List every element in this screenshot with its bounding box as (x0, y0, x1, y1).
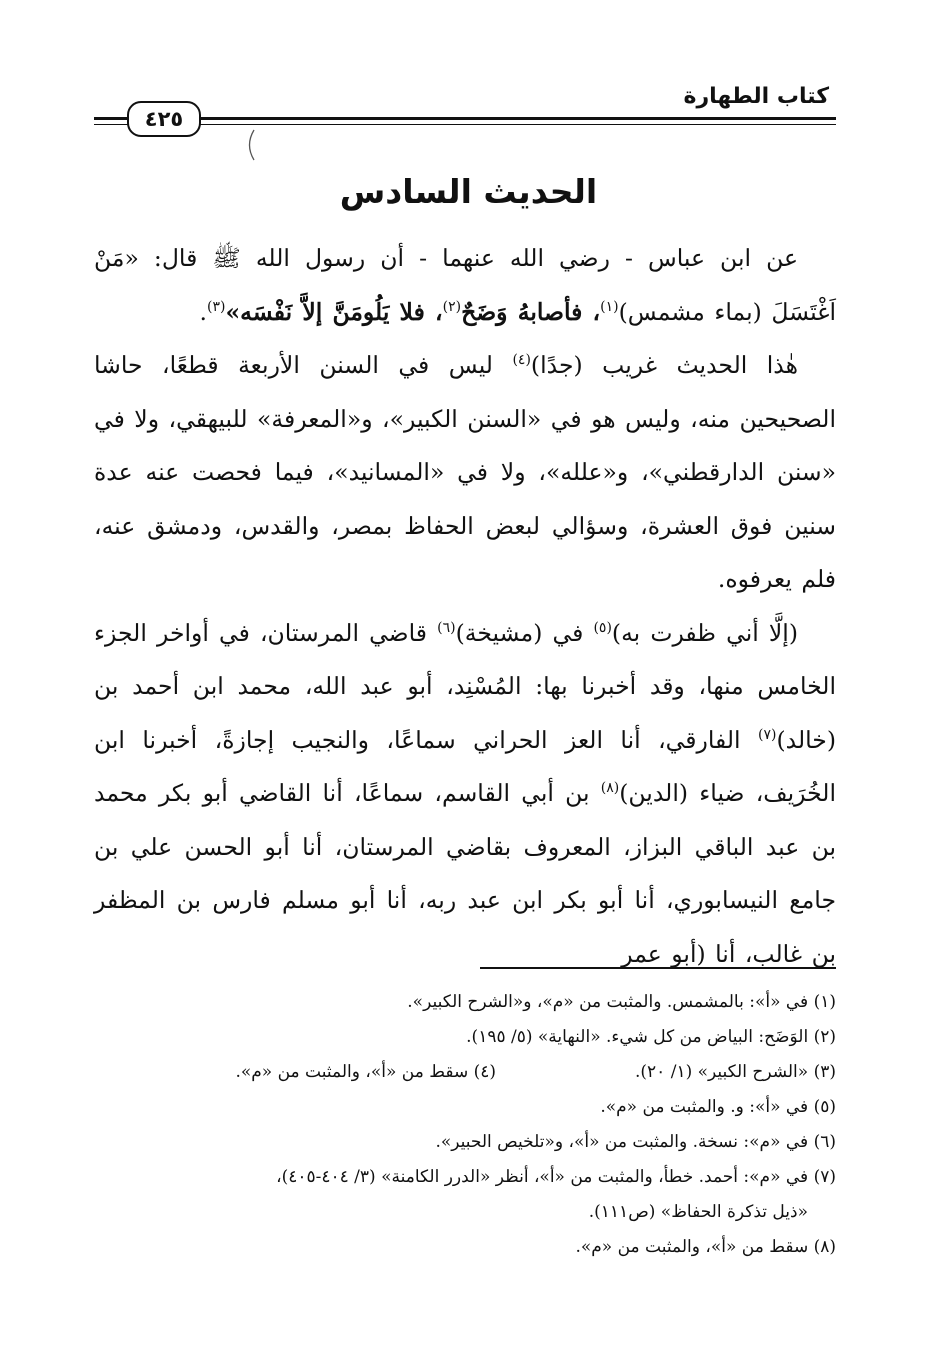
p1-mid2: ، فلا يَلُومَنَّ إلاَّ نَفْسَه» (225, 297, 443, 326)
footnote-7-text: (٧) في «م»: أحمد. خطأ، والمثبت من «أ»، أنظر «الدرر الكامنة» (٣/ ٤٠٤-٤٠٥)، (276, 1167, 836, 1187)
footnote-7 (94, 1160, 836, 1230)
footnote-5: (٥) في «أ»: و. والمثبت من «م». (600, 1097, 836, 1117)
p1-mid1: ، فأصابهُ وَضَحٌ (461, 297, 601, 326)
footnote-ref-2[interactable]: (٢) (442, 298, 462, 315)
header-rule-thin (94, 124, 836, 125)
body-text (94, 232, 836, 981)
footnotes (94, 985, 836, 1265)
footnote-row-3-4 (94, 1055, 836, 1090)
footnote-8: (٨) سقط من «أ»، والمثبت من «م». (575, 1237, 836, 1257)
footnote-1: (١) في «أ»: بالمشمس. والمثبت من «م»، و«الشرح الكبير». (407, 992, 836, 1012)
footnote-ref-7[interactable]: (٧) (758, 726, 777, 743)
footnote-2: (٢) الوَضَح: البياض من كل شيء. «النهاية» (٥/ ١٩٥). (466, 1027, 836, 1047)
footnote-6: (٦) في «م»: نسخة. والمثبت من «أ»، و«تلخيص الحبير». (435, 1132, 836, 1152)
footnote-ref-8[interactable]: (٨) (600, 780, 620, 797)
p3-d: الفارقي، أنا العز الحراني سماعًا، والنجيب إجازةً، أخبرنا ابن الخُرَيف، ضياء (الدين) (94, 725, 836, 807)
paragraph-3 (94, 607, 836, 982)
paragraph-2 (94, 339, 836, 607)
p3-c: قاضي المرستان، في أواخر الجزء الخامس منها، وقد أخبرنا بها: المُسْنِد، أبو عبد الله، محمد ابن أحمد بن (خالد) (94, 618, 836, 754)
page-number: ٤٢٥ (127, 101, 201, 137)
header-rule-thick (94, 117, 836, 120)
section-title: الحديث السادس (339, 172, 598, 211)
p3-b: في (مشيخة) (455, 618, 594, 647)
p2-a: هٰذا الحديث غريب (جدًا) (530, 351, 799, 379)
footnote-4: (٤) سقط من «أ»، والمثبت من «م». (235, 1062, 496, 1082)
p3-e: بن أبي القاسم، سماعًا، أنا القاضي أبو بكر محمد بن عبد الباقي البزاز، المعروف بقاضي المرستان، أنا أبو الحسن علي بن جامع النيسابوري، أنا أبو بكر ابن عبد ربه، أنا أبو مسلم فارس بن المظفر بن غالب، أنا (أبو عمر (94, 779, 836, 968)
footnote-ref-4[interactable]: (٤) (512, 352, 531, 369)
p3-a: (إلَّا أني ظفرت به) (611, 618, 799, 647)
footnote-ref-1[interactable]: (١) (600, 298, 619, 315)
footnote-7-continuation: «ذيل تذكرة الحفاظ» (ص١١١). (588, 1202, 808, 1222)
footnote-separator (480, 967, 836, 969)
footnote-3: (٣) «الشرح الكبير» (١/ ٢٠). (634, 1062, 836, 1082)
footnote-ref-3[interactable]: (٣) (207, 298, 226, 315)
footnote-ref-5[interactable]: (٥) (593, 619, 612, 636)
footnote-ref-6[interactable]: (٦) (437, 619, 456, 636)
running-title: كتاب الطهارة (680, 84, 833, 109)
p1-intro: عن ابن عباس - رضي الله عنهما - أن رسول الله ﷺ قال: «مَنْ اَغْتَسَلَ (بماء مشمس) (94, 244, 836, 326)
p1-end: . (199, 297, 207, 326)
paragraph-1 (94, 232, 836, 339)
margin-bracket-mark (243, 128, 257, 162)
p2-b: ليس في السنن الأربعة قطعًا، حاشا الصحيحين منه، وليس هو في «السنن الكبير»، و«المعرفة» للبيهقي، ولا في «سنن الدارقطني»، و«علله»، ولا في «المسانيد»، فيما فحصت عنه عدة سنين فوق العشرة، وسؤالي لبعض الحفاظ بمصر، والقدس، ودمشق عنه، فلم يعرفوه. (94, 351, 836, 593)
